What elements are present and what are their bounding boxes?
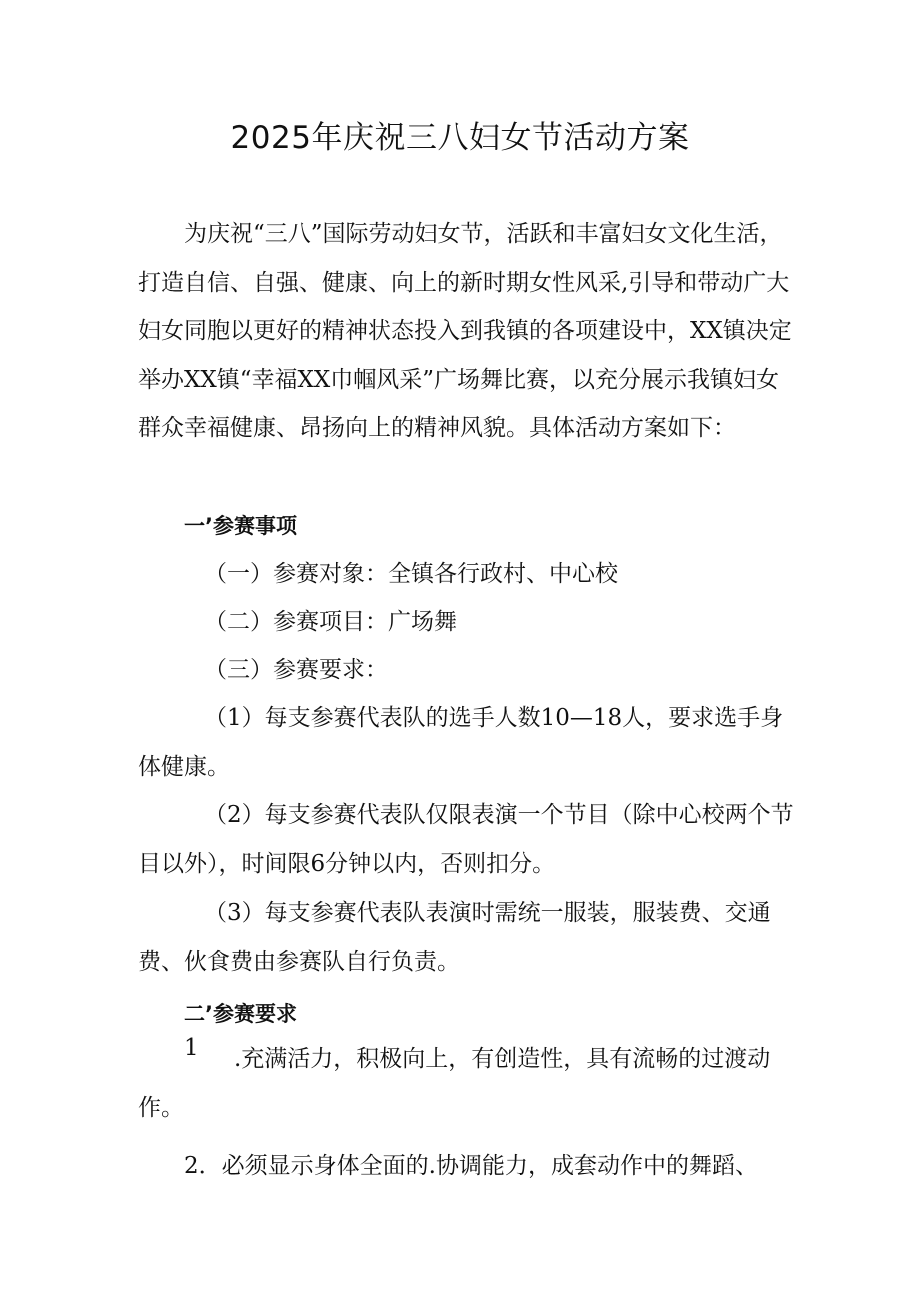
section2-heading: 二’参赛要求 xyxy=(184,1002,297,1026)
section1-req3: （3）每支参赛代表队表演时需统一服装，服装费、交通费、伙食费由参赛队自行负责。 xyxy=(138,900,771,975)
section2-point1-number: 1 xyxy=(184,1035,199,1061)
section1-item2: （二）参赛项目：广场舞 xyxy=(204,609,457,635)
section2-point2: 2．必须显示身体全面的.协调能力，成套动作中的舞蹈、 xyxy=(184,1153,758,1179)
section2-point1: .充满活力，积极向上，有创造性，具有流畅的过渡动作。 xyxy=(138,1046,771,1121)
section1-item1: （一）参赛对象：全镇各行政村、中心校 xyxy=(204,561,618,587)
section1-req1: （1）每支参赛代表队的选手人数10—18人，要求选手身体健康。 xyxy=(138,705,784,780)
section1-req2: （2）每支参赛代表队仅限表演一个节目（除中心校两个节目以外），时间限6分钟以内，否则扣分。 xyxy=(138,802,794,877)
section1-heading: 一’参赛事项 xyxy=(184,514,297,538)
section1-item3: （三）参赛要求： xyxy=(204,657,388,683)
intro-paragraph: 为庆祝“三八”国际劳动妇女节，活跃和丰富妇女文化生活，打造自信、自强、健康、向上的新时期女性风采,引导和带动广大妇女同胞以更好的精神状态投入到我镇的各项建设中，XX镇决定举办XX镇“幸福XX巾帼风采”广场舞比赛，以充分展示我镇妇女群众幸福健康、昂扬向上的精神风貌。具体活动方案如下： xyxy=(138,221,792,441)
document-title: 2025年庆祝三八妇女节活动方案 xyxy=(230,120,690,156)
